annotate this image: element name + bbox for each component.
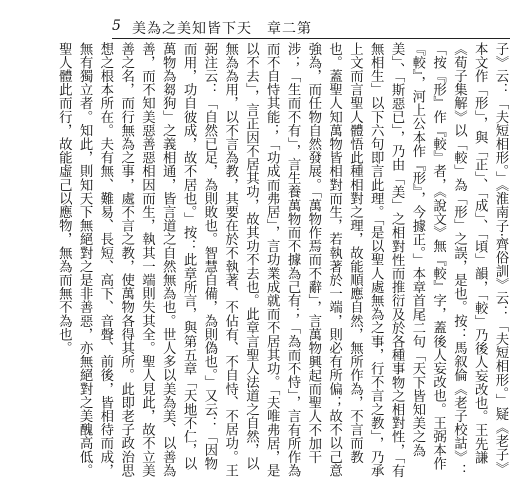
running-header [0,0,520,46]
chapter-title: 美為之美知皆下天 章二第 [132,21,312,37]
page-number: 5 [112,18,121,34]
header-divider [112,38,510,39]
body-text [56,42,510,482]
body-paragraph: 子》云：「夫短相形。」《淮南子‧齊俗訓》云：「夫短相形。」疑《老子》本文作「形」，與「正」、「成」、「頃」韻，「較」乃後人妄改也。王先謙《荀子集解》以「較」為「形」之誤，是也。按：馬叙倫《老子校詁》：「按『形』作『較』者，《說文》無『較』字，蓋後人妄改也。王弼本作『較』，河上公本作『形』，今據正。」本章首尾二句「天下皆知美之為美」、「斯惡已」，乃由「美」之相對性而推衍及於各種事物之相對性，「有無相生」以下六句即言此理。「是以聖人處無為之事，行不言之教」，乃承上文而言聖人體悟此種相對之理，故能順應自然，無所作為，不言而教也。蓋聖人知萬物皆相對而生，若執著於一端，則必有所偏；故不以己意強為，而任物自然發展。「萬物作焉而不辭」，言萬物興起而聖人不加干涉；「生而不有」，言生養萬物而不據為己有；「為而不恃」，言有所作為而不自恃其能；「功成而弗居」，言功業成就而不居其功。「夫唯弗居，是以不去」，言正因不居其功，故其功不去也。此章言聖人法道之自然，以無為為用，以不言為教，其要在於不執著、不佔有、不自恃、不居功。王弼注云：「自然已足，為則敗也。智慧自備，為則偽也。」又云：「因物而用，功自彼成，故不居也。」按：此章所言，與第五章「天地不仁，以萬物為芻狗」之義相通，皆言道之自然無為也。世人多以美為美、以善為善，而不知美惡善惡相因而生，執其一端則失其全。聖人見此，故不立美善之名，而行無為之事，處不言之教，使萬物各得其所。此即老子政治思想之根本所在。夫有無、難易、長短、高下、音聲、前後，皆相待而成，無有獨立者。知此，則知天下無絕對之是非善惡，亦無絕對之美醜高低。聖人體此而行，故能虛己以應物，無為而無不為也。 [56,42,508,478]
